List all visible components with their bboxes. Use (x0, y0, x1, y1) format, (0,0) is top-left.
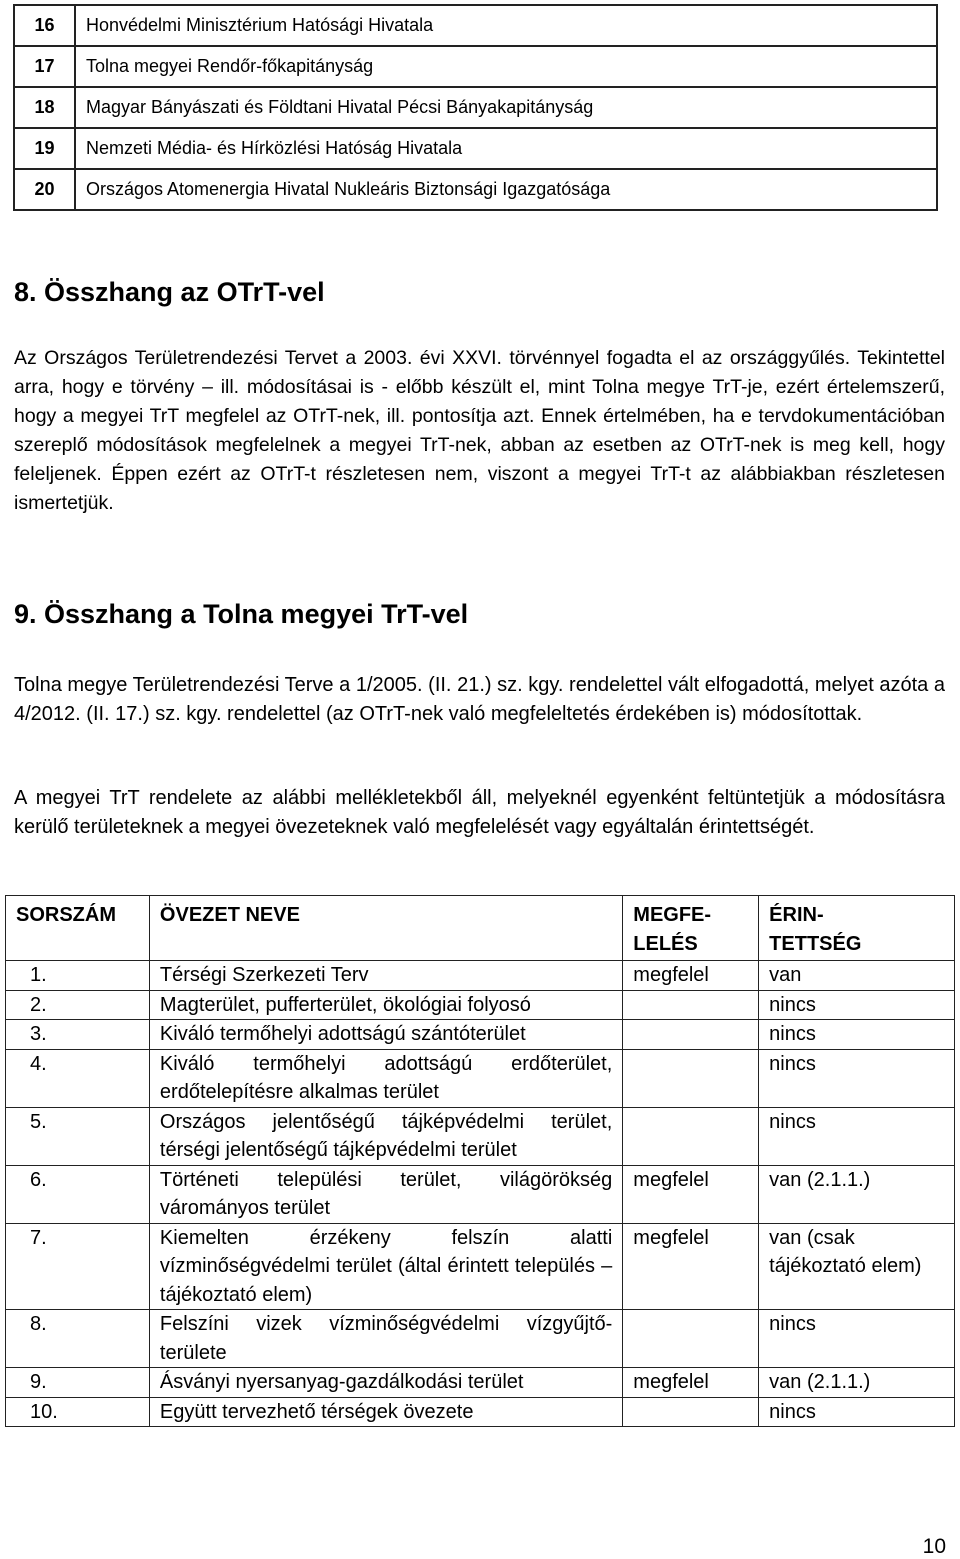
zone-name: Magterület, pufferterület, ökológiai folyosó (149, 990, 622, 1020)
row-number: 16 (14, 5, 75, 46)
zone-name: Kiemelten érzékeny felszín alatti vízminőségvédelmi terület (által érintett település – tájékoztató elem) (149, 1223, 622, 1310)
zone-name: Ásványi nyersanyag-gazdálkodási terület (149, 1368, 622, 1398)
section-8-paragraph: Az Országos Területrendezési Tervet a 2003. évi XXVI. törvénnyel fogadta el az országgyűlés. Tekintettel arra, hogy e törvény – ill. módosításai is - előbb készült el, mint Tolna megye TrT-je, ezért értelemszerű, hogy a megyei TrT megfelel az OTrT-nek, ill. pontosítja azt. Ennek értelmében, ha e tervdokumentációban szereplő módosítások megfelelnek a megyei TrT-nek, abban az esetben az OTrT-nek is meg kell, hogy feleljenek. Éppen ezért az OTrT-t részletesen nem, viszont a megyei TrT-t az alábbiakban részletesen ismertetjük. (14, 347, 945, 514)
table-row (6, 1397, 955, 1427)
compliance-value (623, 1310, 759, 1368)
zone-name: Felszíni vizek vízminőségvédelmi vízgyűjtő-területe (149, 1310, 622, 1368)
page-number: 10 (922, 1535, 946, 1558)
authority-name: Tolna megyei Rendőr-főkapitányság (75, 46, 937, 87)
authority-name: Nemzeti Média- és Hírközlési Hatóság Hivatala (75, 128, 937, 169)
row-index: 8. (6, 1310, 150, 1368)
header-megfeleles: MEGFE- LELÉS (623, 896, 759, 961)
row-index: 6. (6, 1165, 150, 1223)
compliance-value (623, 1397, 759, 1427)
row-index: 10. (6, 1397, 150, 1427)
involvement-value: van (2.1.1.) (759, 1368, 955, 1398)
row-number: 17 (14, 46, 75, 87)
involvement-value: nincs (759, 1107, 955, 1165)
row-number: 20 (14, 169, 75, 210)
table-row (6, 961, 955, 991)
row-index: 7. (6, 1223, 150, 1310)
table-header-row (6, 896, 955, 961)
row-index: 5. (6, 1107, 150, 1165)
row-number: 18 (14, 87, 75, 128)
involvement-value: nincs (759, 1310, 955, 1368)
zone-name: Kiváló termőhelyi adottságú szántóterület (149, 1020, 622, 1050)
table-row (6, 1310, 955, 1368)
involvement-value: nincs (759, 990, 955, 1020)
compliance-value: megfelel (623, 1368, 759, 1398)
zone-name: Történeti települési terület, világörökség várományos terület (149, 1165, 622, 1223)
table-row (14, 128, 937, 169)
involvement-value: van (759, 961, 955, 991)
row-index: 1. (6, 961, 150, 991)
table-row (6, 1165, 955, 1223)
header-ovezet-neve: ÖVEZET NEVE (149, 896, 622, 961)
compliance-value (623, 1020, 759, 1050)
authority-name: Országos Atomenergia Hivatal Nukleáris Biztonsági Igazgatósága (75, 169, 937, 210)
table-row (6, 1107, 955, 1165)
involvement-value: nincs (759, 1397, 955, 1427)
section-8-heading: 8. Összhang az OTrT-vel (14, 277, 325, 307)
row-index: 3. (6, 1020, 150, 1050)
table-row (14, 169, 937, 210)
row-index: 4. (6, 1049, 150, 1107)
compliance-value (623, 1049, 759, 1107)
zone-name: Térségi Szerkezeti Terv (149, 961, 622, 991)
involvement-value: van (csak tájékoztató elem) (759, 1223, 955, 1310)
compliance-value: megfelel (623, 1165, 759, 1223)
compliance-value (623, 1107, 759, 1165)
table-row (14, 5, 937, 46)
table-row (6, 990, 955, 1020)
row-index: 9. (6, 1368, 150, 1398)
compliance-value: megfelel (623, 1223, 759, 1310)
table-row (6, 1223, 955, 1310)
zone-name: Országos jelentőségű tájképvédelmi terület, térségi jelentőségű tájképvédelmi terület (149, 1107, 622, 1165)
row-number: 19 (14, 128, 75, 169)
table-row (6, 1368, 955, 1398)
table-row (6, 1049, 955, 1107)
header-erintettseg: ÉRIN- TETTSÉG (759, 896, 955, 961)
authority-name: Honvédelmi Minisztérium Hatósági Hivatala (75, 5, 937, 46)
section-9-paragraph-1: Tolna megye Területrendezési Terve a 1/2005. (II. 21.) sz. kgy. rendelettel vált elfogadottá, melyet azóta a 4/2012. (II. 17.) sz. kgy. rendelettel (az OTrT-nek való megfeleltetés érdekében is) módosítottak. (14, 674, 945, 725)
authority-name: Magyar Bányászati és Földtani Hivatal Pécsi Bányakapitányság (75, 87, 937, 128)
zone-name: Együtt tervezhető térségek övezete (149, 1397, 622, 1427)
zone-compliance-table (5, 895, 955, 1427)
authority-table (13, 4, 938, 211)
compliance-value: megfelel (623, 961, 759, 991)
table-row (14, 87, 937, 128)
compliance-value (623, 990, 759, 1020)
involvement-value: nincs (759, 1020, 955, 1050)
section-9-heading: 9. Összhang a Tolna megyei TrT-vel (14, 599, 469, 629)
section-9-paragraph-2: A megyei TrT rendelete az alábbi mellékletekből áll, melyeknél egyenként feltüntetjük a módosításra kerülő területeknek a megyei övezeteknek való megfelelését vagy egyáltalán érintettségét. (14, 787, 945, 838)
header-sorszam: SORSZÁM (6, 896, 150, 961)
table-row (14, 46, 937, 87)
zone-name: Kiváló termőhelyi adottságú erdőterület, erdőtelepítésre alkalmas terület (149, 1049, 622, 1107)
involvement-value: van (2.1.1.) (759, 1165, 955, 1223)
involvement-value: nincs (759, 1049, 955, 1107)
table-row (6, 1020, 955, 1050)
row-index: 2. (6, 990, 150, 1020)
